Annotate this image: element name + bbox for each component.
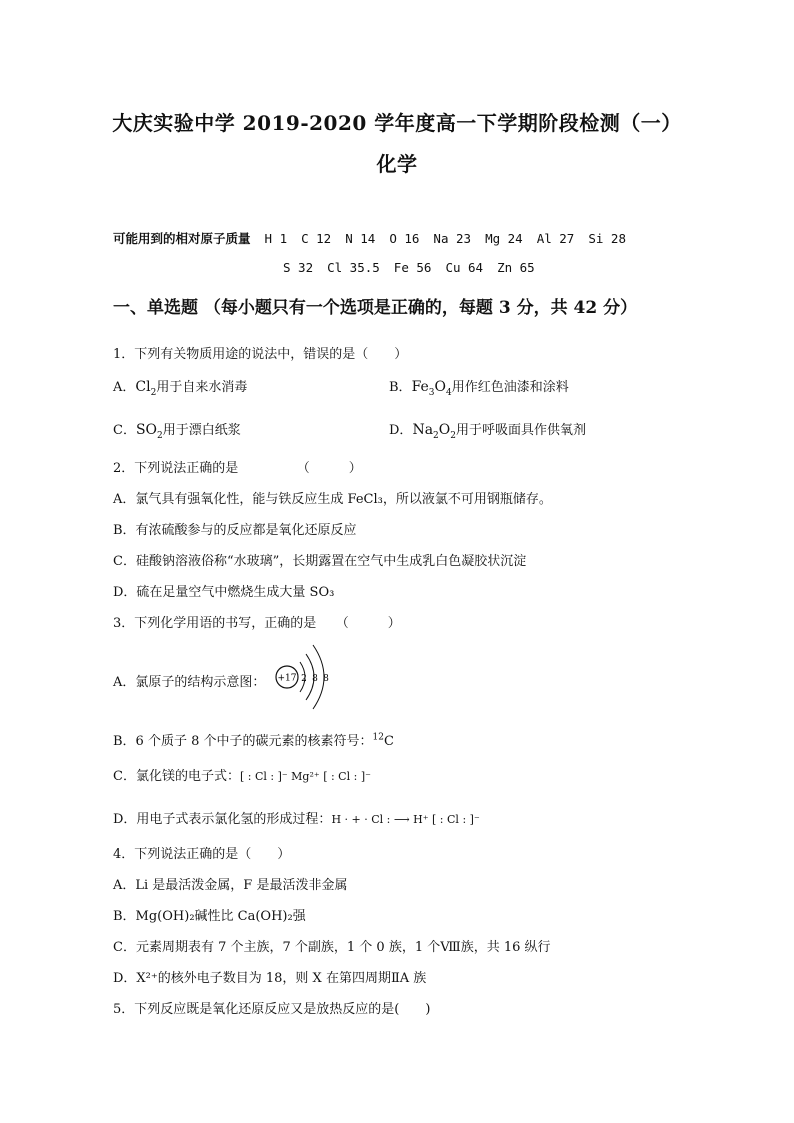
chlorine-atom-structure-diagram — [270, 640, 340, 712]
question-1-option-c — [113, 419, 241, 441]
chem-formula: $Cl_2$ — [135, 379, 157, 398]
atomic-mass: N 14 — [345, 231, 376, 246]
question-1-option-a — [113, 376, 247, 398]
option-text: B．6 个质子 8 个中子的碳元素的核素符号： — [113, 734, 373, 749]
chem-formula: $SO_2$ — [135, 422, 163, 441]
shell-electron-count: 8 — [312, 674, 318, 684]
atomic-mass: Na 23 — [433, 231, 472, 246]
question-3-option-c — [113, 765, 371, 784]
question-2-option-c: C．硅酸钠溶液俗称“水玻璃”，长期露置在空气中生成乳白色凝胶状沉淀 — [113, 554, 527, 569]
option-label: C． — [113, 423, 136, 438]
question-2-option-a: A．氯气具有强氧化性，能与铁反应生成 FeCl₃，所以液氯不可用钢瓶储存。 — [113, 492, 552, 507]
option-label: B． — [389, 380, 412, 395]
chem-formula: $Na_2O_2$ — [412, 422, 456, 441]
section-heading: 一、单选题 （每小题只有一个选项是正确的，每题 3 分，共 42 分） — [113, 298, 638, 318]
question-1-option-b — [389, 376, 569, 398]
shell-electron-count: 8 — [323, 674, 329, 684]
atomic-mass: Cu 64 — [445, 260, 484, 275]
atomic-mass: H 1 — [264, 231, 288, 246]
chem-formula: $Fe_3O_4$ — [411, 379, 452, 398]
option-text: D．用电子式表示氯化氢的形成过程： — [113, 812, 332, 827]
mass-number: 12 — [372, 732, 384, 743]
atomic-mass: O 16 — [389, 231, 420, 246]
option-text: 用于呼吸面具作供氧剂 — [456, 423, 587, 438]
atomic-mass: Cl 35.5 — [327, 260, 380, 275]
question-3-stem: 3．下列化学用语的书写，正确的是 （ ） — [113, 616, 401, 631]
electron-formula: H · + · Cl : ⟶ H⁺ [ : Cl : ]⁻ — [331, 813, 480, 826]
question-2-option-d: D．硫在足量空气中燃烧生成大量 SO₃ — [113, 585, 335, 600]
atomic-masses-label: 可能用到的相对原子质量 — [113, 231, 251, 246]
question-4-stem: 4．下列说法正确的是（ ） — [113, 847, 291, 862]
atomic-mass: Mg 24 — [485, 231, 523, 246]
subject-title: 化学 — [376, 152, 418, 176]
question-4-option-a: A．Li 是最活泼金属，F 是最活泼非金属 — [113, 878, 348, 893]
nucleus-charge: +17 — [277, 673, 297, 684]
option-text: 用于漂白纸浆 — [162, 423, 241, 438]
atomic-mass: Fe 56 — [393, 260, 432, 275]
question-2-stem: 2．下列说法正确的是 （ ） — [113, 461, 362, 476]
question-3-option-b — [113, 730, 394, 749]
atomic-mass: C 12 — [301, 231, 332, 246]
atomic-masses-row2 — [283, 260, 535, 275]
option-text: C．氯化镁的电子式： — [113, 769, 240, 784]
atomic-mass: S 32 — [283, 260, 314, 275]
electron-formula: [ : Cl : ]⁻ Mg²⁺ [ : Cl : ]⁻ — [239, 770, 371, 783]
atomic-mass: Zn 65 — [497, 260, 535, 275]
option-text: 用于自来水消毒 — [156, 380, 248, 395]
question-3-option-d — [113, 808, 480, 827]
question-5-stem: 5．下列反应既是氧化还原反应又是放热反应的是( ) — [113, 1002, 431, 1017]
question-1-stem: 1．下列有关物质用途的说法中，错误的是（ ） — [113, 347, 408, 362]
atomic-masses-row1 — [113, 229, 626, 247]
option-text: 用作红色油漆和涂料 — [451, 380, 569, 395]
question-3-option-a: A．氯原子的结构示意图： — [113, 675, 266, 690]
question-4-option-b: B．Mg(OH)₂碱性比 Ca(OH)₂强 — [113, 909, 306, 924]
shell-electron-count: 2 — [301, 674, 307, 684]
atomic-mass: Al 27 — [536, 231, 575, 246]
option-label: A． — [113, 380, 136, 395]
element-symbol: C — [383, 734, 394, 749]
document-title: 大庆实验中学 2019-2020 学年度高一下学期阶段检测（一） — [112, 111, 682, 135]
question-4-option-d: D．X²⁺的核外电子数目为 18，则 X 在第四周期ⅡA 族 — [113, 971, 427, 986]
atomic-mass: Si 28 — [588, 231, 626, 246]
option-label: D． — [389, 423, 413, 438]
question-1-option-d — [389, 419, 586, 441]
question-2-option-b: B．有浓硫酸参与的反应都是氧化还原反应 — [113, 523, 357, 538]
question-4-option-c: C．元素周期表有 7 个主族，7 个副族，1 个 0 族，1 个Ⅷ族，共 16 纵行 — [113, 940, 551, 955]
